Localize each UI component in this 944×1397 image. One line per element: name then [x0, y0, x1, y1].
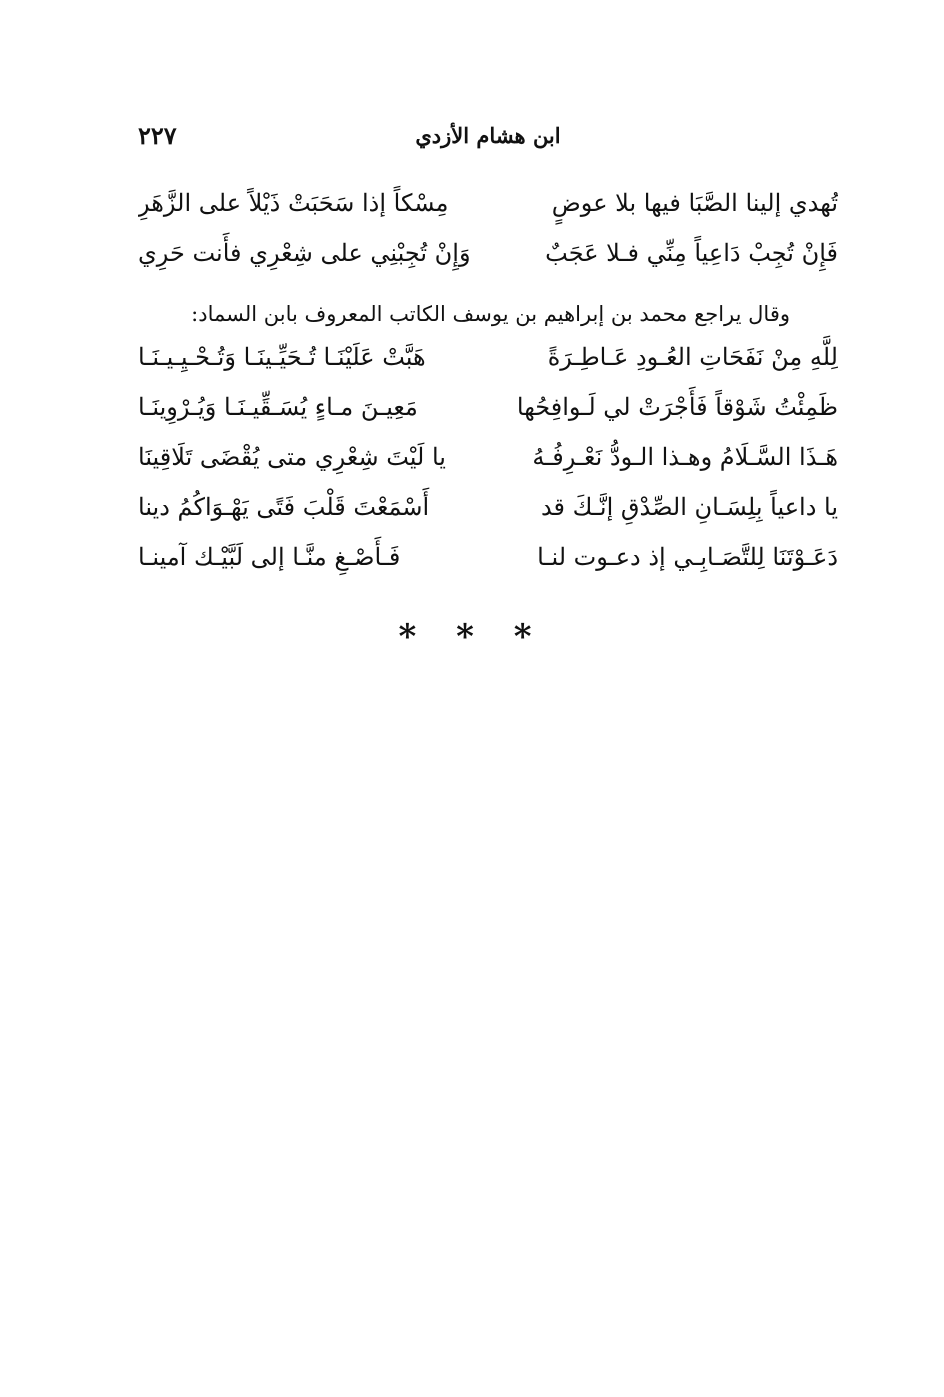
second-hemistich: وَإِنْ تُجِبْنِي على شِعْرِي فأَنت حَرِي: [138, 239, 471, 267]
verse-line: [138, 432, 838, 482]
verse-line: [138, 332, 838, 382]
poem-2: [138, 332, 838, 582]
page-header: [138, 118, 838, 158]
running-title: ابن هشام الأزدي: [415, 123, 561, 148]
first-hemistich: دَعَـوْتَنَا لِلتَّصَـابِـي إذ دعـوت لنـا: [537, 543, 838, 571]
verse-line: [138, 532, 838, 582]
first-hemistich: هَـذَا السَّـلَامُ وهـذا الـودُّ نَعْـرِفُـهُ: [532, 443, 838, 471]
first-hemistich: ظَمِئْتُ شَوْقاً فَأَجْرَتْ لي لَـوافِحُها: [516, 393, 838, 421]
second-hemistich: فَـأَصْـغِ منَّـا إلى لَبَّيْـك آمينـا: [138, 543, 401, 571]
page-number: ٢٢٧: [138, 121, 177, 150]
verse-line: [138, 178, 838, 228]
second-hemistich: هَبَّتْ عَلَيْنَـا تُـحَيِّـينَـا وَتُـحْـيِـيـنَـا: [138, 343, 426, 371]
first-hemistich: لِلَّهِ مِنْ نَفَحَاتِ العُـودِ عَـاطِـرَةً: [547, 343, 838, 371]
second-hemistich: أَسْمَعْتَ قَلْبَ فَتًى يَهْـوَاكُمُ دينا: [138, 493, 430, 521]
verse-line: [138, 228, 838, 278]
second-hemistich: يا لَيْتَ شِعْرِي متى يُقْضَى تَلَاقِينَا: [138, 443, 446, 471]
section-separator: * * *: [398, 617, 546, 657]
poem-1: [138, 178, 838, 278]
second-hemistich: مَعِيـنَ مـاءٍ يُسَـقِّيـنَـا وَيُـرْوِينَـا: [138, 393, 418, 421]
verse-line: [138, 382, 838, 432]
intro-paragraph: وقال يراجع محمد بن إبراهيم بن يوسف الكاتب المعروف بابن السماد:: [191, 302, 790, 326]
first-hemistich: يا داعياً بِلِسَـانِ الصِّدْقِ إنَّـكَ قد: [540, 493, 838, 521]
second-hemistich: مِسْكاً إذا سَحَبَتْ ذَيْلاً على الزَّهَرِ: [138, 189, 449, 217]
verse-line: [138, 482, 838, 532]
first-hemistich: فَإِنْ تُجِبْ دَاعِياً مِنِّي فـلا عَجَبٌ: [545, 239, 838, 267]
first-hemistich: تُهدي إلينا الصَّبَا فيها بلا عوضٍ: [551, 189, 838, 217]
